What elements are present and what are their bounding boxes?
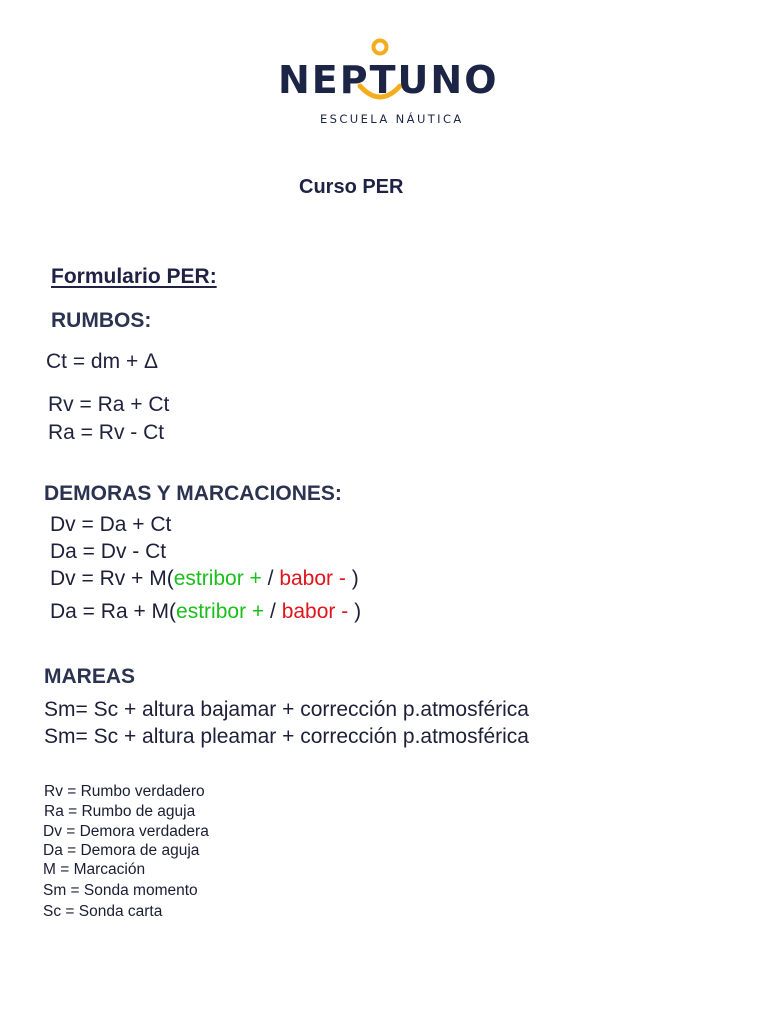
formula-rv: Rv = Ra + Ct	[48, 393, 170, 416]
rumbos-heading: RUMBOS:	[51, 309, 152, 332]
formula-sm-pleamar: Sm= Sc + altura pleamar + corrección p.atmosférica	[44, 725, 529, 748]
legend-item: Da = Demora de aguja	[43, 842, 200, 859]
logo-subtitle: ESCUELA NÁUTICA	[320, 112, 464, 126]
formula-dv: Dv = Da + Ct	[50, 513, 172, 536]
legend-item: Rv = Rumbo verdadero	[44, 783, 205, 800]
course-title: Curso PER	[299, 176, 404, 198]
brand-wordmark: NEPTUNO	[278, 58, 499, 102]
legend-item: Sc = Sonda carta	[43, 903, 163, 920]
demoras-heading: DEMORAS Y MARCACIONES:	[44, 482, 342, 505]
legend-item: Sm = Sonda momento	[43, 882, 198, 899]
legend-item: M = Marcación	[43, 861, 146, 878]
formula-ra: Ra = Rv - Ct	[48, 421, 165, 444]
form-title: Formulario PER:	[51, 265, 217, 288]
formula-da-marcacion: Da = Ra + M(estribor + / babor - )	[50, 600, 362, 623]
legend-item: Dv = Demora verdadera	[43, 823, 209, 840]
mareas-heading: MAREAS	[44, 665, 136, 688]
formula-dv-marcacion: Dv = Rv + M(estribor + / babor - )	[50, 567, 359, 590]
formula-ct: Ct = dm + Δ	[46, 350, 159, 373]
legend-item: Ra = Rumbo de aguja	[44, 803, 196, 820]
neptuno-logo	[268, 38, 500, 130]
formula-da: Da = Dv - Ct	[50, 540, 167, 563]
formula-sm-bajamar: Sm= Sc + altura bajamar + corrección p.atmosférica	[44, 698, 529, 721]
